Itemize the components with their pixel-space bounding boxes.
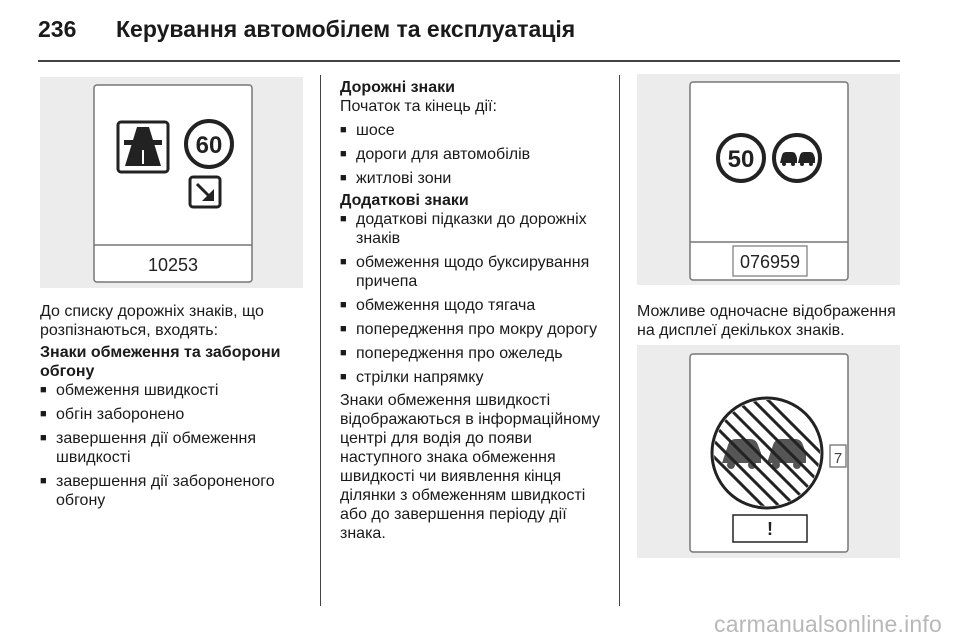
list-item: ■ житлові зони <box>340 169 612 188</box>
list-item: ■ обгін заборонено <box>40 405 312 424</box>
list-item: ■ завершення дії забороненого обгону <box>40 472 312 510</box>
count-label: 7 <box>833 450 843 467</box>
warning-symbol: ! <box>767 519 773 539</box>
section-heading-additional-signs: Додаткові знаки <box>340 192 469 209</box>
road-sign-list <box>340 121 612 188</box>
warning-panel-icon <box>733 515 807 542</box>
watermark: carmanualsonline.info <box>714 611 942 637</box>
section-heading-restriction-signs: Знаки обмеження та заборони обгону <box>40 344 281 380</box>
chapter-title: Керування автомобілем та експлуатація <box>116 16 576 42</box>
list-item: ■ попередження про мокру дорогу <box>340 320 612 339</box>
figure2-code: 076959 <box>739 252 801 272</box>
list-item: ■ шосе <box>340 121 612 140</box>
direction-arrow-icon <box>190 177 220 207</box>
no-overtaking-icon <box>774 135 820 181</box>
multiple-signs-caption: Можливе одночасне відображення на дисплеї декількох знаків. <box>637 303 896 339</box>
list-item: ■ обмеження щодо тягача <box>340 296 612 315</box>
intro-text: До списку дорожніх знаків, що розпізнаються, входять: <box>40 303 264 339</box>
speed-limit-50-icon <box>718 135 764 181</box>
column-divider-1 <box>320 75 321 606</box>
speed-limit-60-icon <box>186 121 232 167</box>
header-divider <box>38 60 900 62</box>
list-item: ■ стрілки напрямку <box>340 368 612 387</box>
column-divider-2 <box>619 75 620 606</box>
column-3 <box>637 302 905 340</box>
list-item: ■ дороги для автомобілів <box>340 145 612 164</box>
list-item: ■ попередження про ожеледь <box>340 344 612 363</box>
road-signs-subtitle: Початок та кінець дії: <box>340 98 497 115</box>
speed-sign-description: Знаки обмеження швидкості відображаються в інформаційному центрі для водія до появи наступного знака обмеження швидкості чи виявлення кінця ділянки з обмеженням швидкості або до завершення періоду дії знака. <box>340 392 601 542</box>
page-number: 236 <box>38 16 77 42</box>
column-1 <box>40 302 312 510</box>
figure-motorway-sign <box>40 77 303 288</box>
list-item: ■ обмеження щодо буксирування причепа <box>340 253 612 291</box>
speed-50-label: 50 <box>727 146 755 173</box>
page-header <box>38 12 900 52</box>
list-item: ■ додаткові підказки до дорожніх знаків <box>340 210 612 248</box>
speed-60-label: 60 <box>195 132 223 159</box>
section-heading-road-signs: Дорожні знаки <box>340 79 455 96</box>
count-indicator-icon <box>830 445 846 467</box>
figure-multiple-signs <box>637 74 900 285</box>
additional-sign-list <box>340 210 612 387</box>
list-item: ■ обмеження швидкості <box>40 381 312 400</box>
motorway-icon <box>118 122 168 172</box>
figure-end-no-overtaking <box>637 345 900 558</box>
figure1-code: 10253 <box>147 255 199 275</box>
restriction-sign-list <box>40 381 312 510</box>
column-2 <box>340 78 612 543</box>
list-item: ■ завершення дії обмеження швидкості <box>40 429 312 467</box>
